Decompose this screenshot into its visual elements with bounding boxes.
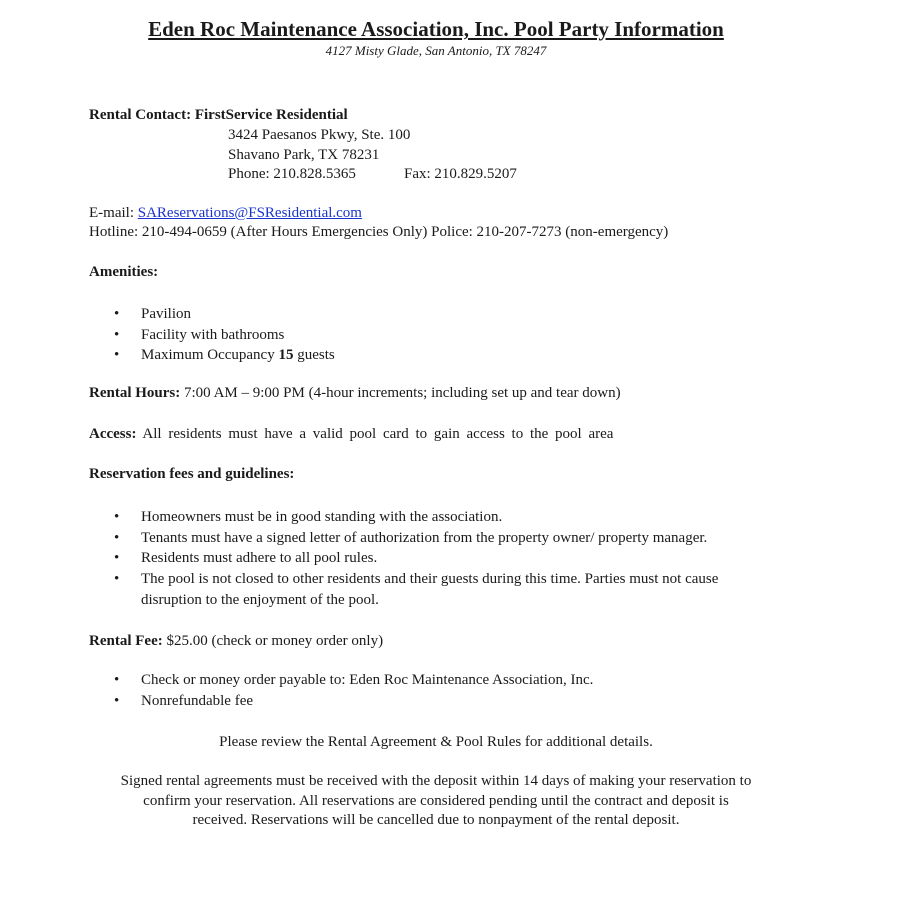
rental-contact-line	[89, 105, 348, 125]
contact-city: Shavano Park, TX 78231	[228, 147, 380, 163]
list-item: • Nonrefundable fee	[114, 691, 593, 712]
rental-fee-label: Rental Fee:	[89, 633, 163, 649]
email-label: E-mail:	[89, 205, 134, 221]
occupancy-number: 15	[278, 347, 294, 364]
contact-company: FirstService Residential	[194, 107, 348, 123]
fee-list	[114, 670, 593, 711]
reservation-heading: Reservation fees and guidelines:	[89, 466, 295, 482]
hotline-line: Hotline: 210-494-0659 (After Hours Emergencies Only) Police: 210-207-7273 (non-emergency)	[89, 224, 669, 240]
rental-contact-label: Rental Contact:	[89, 107, 192, 123]
rental-hours-label: Rental Hours:	[89, 385, 181, 401]
bullet-icon: •	[114, 347, 120, 364]
closing-line-1: Signed rental agreements must be received with the deposit within 14 days of making your reservation to	[120, 773, 752, 789]
rental-hours-line	[89, 383, 621, 403]
list-item: • The pool is not closed to other residents and their guests during this time. Parties must not cause disruption to the enjoyment of the pool.	[114, 571, 719, 608]
rental-fee-text: $25.00 (check or money order only)	[162, 633, 384, 649]
rental-fee-line	[89, 631, 383, 651]
contact-fax: Fax: 210.829.5207	[404, 166, 517, 182]
list-item: • Tenants must have a signed letter of authorization from the property owner/ property manager.	[114, 528, 781, 549]
list-item: • Check or money order payable to: Eden Roc Maintenance Association, Inc.	[114, 670, 593, 691]
bullet-icon: •	[114, 306, 120, 322]
access-text: All residents must have a valid pool card to gain access to the pool area	[136, 426, 614, 442]
bullet-icon: •	[114, 326, 120, 343]
list-item: • Facility with bathrooms	[114, 325, 335, 346]
bullet-icon: •	[114, 672, 120, 688]
amenities-heading: Amenities:	[89, 264, 159, 280]
email-link[interactable]: SAReservations@FSResidential.com	[137, 205, 362, 221]
reservation-guidelines-list	[114, 507, 781, 611]
review-note: Please review the Rental Agreement & Pool Rules for additional details.	[219, 734, 653, 750]
contact-street: 3424 Paesanos Pkwy, Ste. 100	[228, 127, 411, 143]
list-item: • Residents must adhere to all pool rules.	[114, 548, 781, 569]
bullet-icon: •	[114, 509, 120, 525]
email-line	[89, 203, 362, 223]
contact-phone: Phone: 210.828.5365	[228, 166, 356, 182]
access-label: Access:	[89, 426, 137, 442]
amenities-list	[114, 304, 335, 366]
bullet-icon: •	[114, 529, 120, 546]
document-title: Eden Roc Maintenance Association, Inc. Pool Party Information	[148, 17, 724, 41]
rental-hours-text: 7:00 AM – 9:00 PM (4-hour increments; including set up and tear down)	[180, 385, 621, 401]
bullet-icon: •	[114, 571, 120, 588]
bullet-icon: •	[114, 550, 120, 567]
bullet-icon: •	[114, 692, 120, 709]
list-item: • Maximum Occupancy 15 guests	[114, 345, 335, 366]
list-item: • Pavilion	[114, 304, 335, 325]
closing-line-3: received. Reservations will be cancelled due to nonpayment of the rental deposit.	[192, 812, 680, 828]
closing-line-2: confirm your reservation. All reservations are considered pending until the contract and deposit is	[143, 793, 729, 809]
access-line	[89, 424, 613, 444]
association-address: 4127 Misty Glade, San Antonio, TX 78247	[325, 43, 547, 58]
list-item: • Homeowners must be in good standing with the association.	[114, 507, 781, 528]
